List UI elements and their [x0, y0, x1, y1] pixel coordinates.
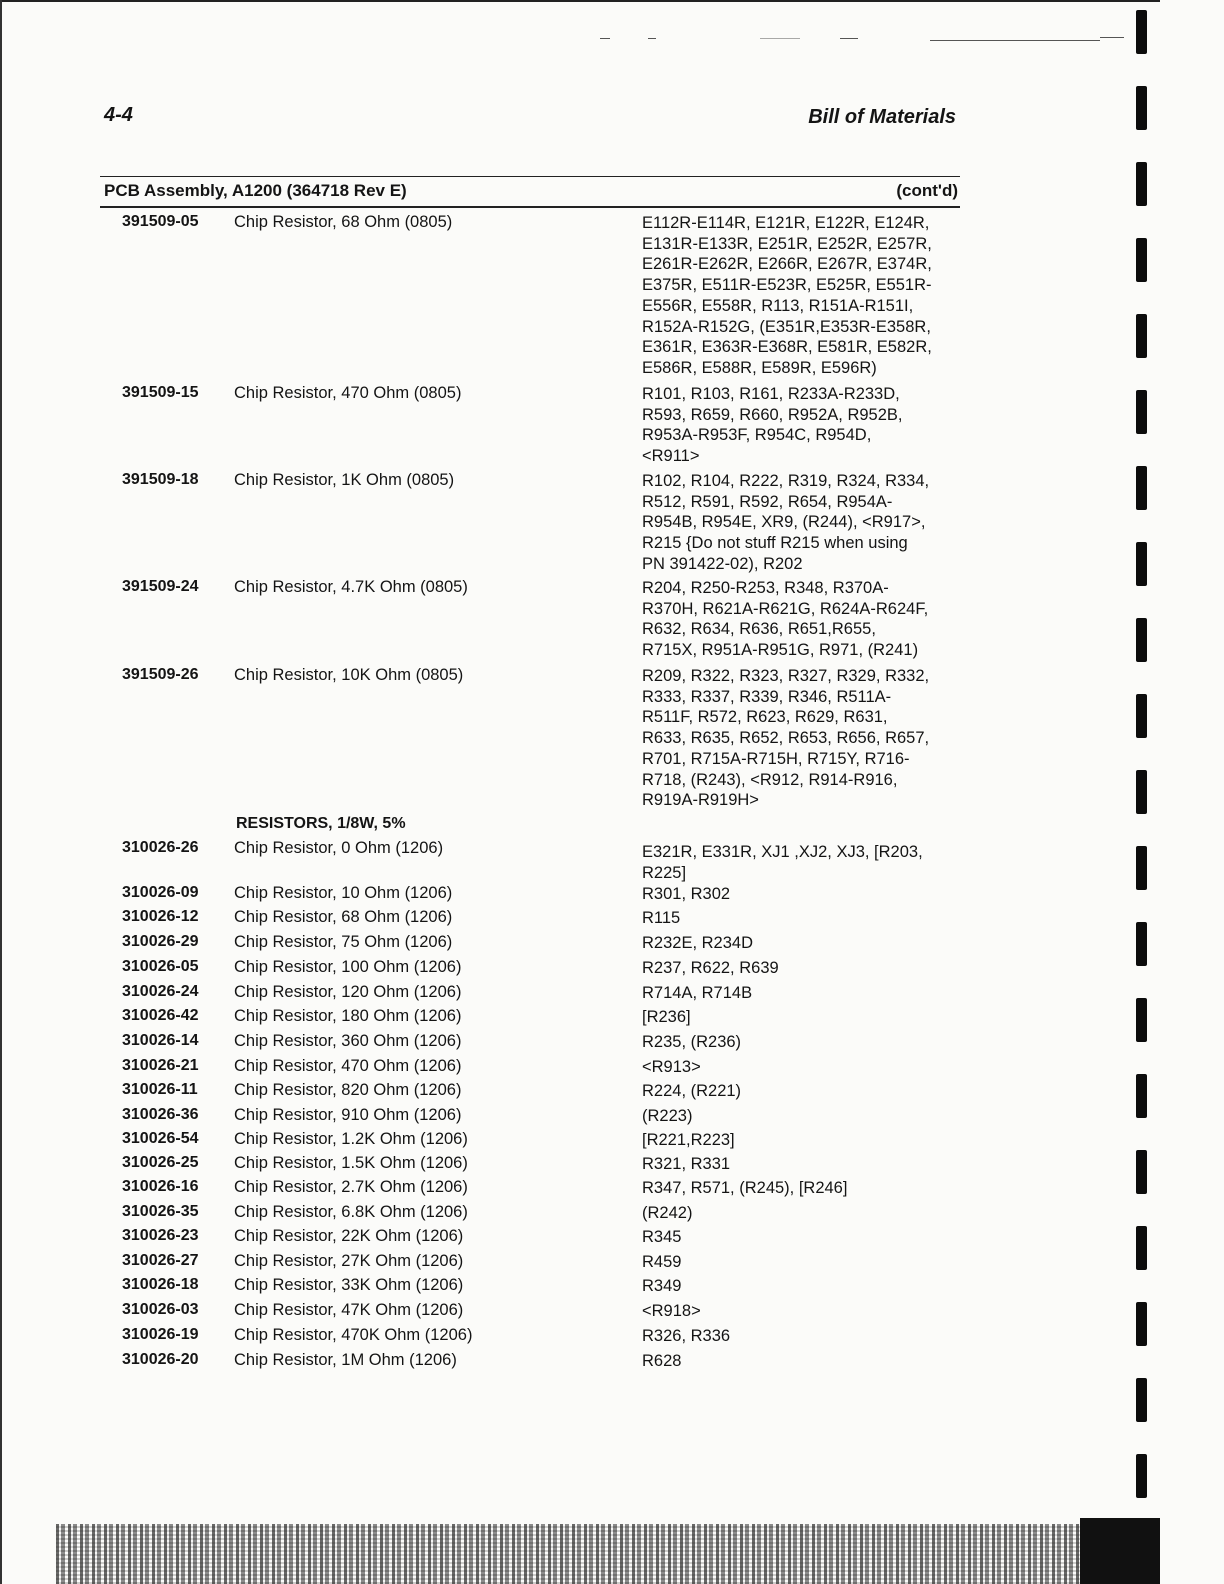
scan-dash — [930, 40, 1100, 41]
subheading-resistors: RESISTORS, 1/8W, 5% — [236, 815, 406, 832]
part-description: Chip Resistor, 10K Ohm (0805) — [234, 666, 464, 684]
part-description: Chip Resistor, 910 Ohm (1206) — [234, 1106, 462, 1124]
scan-dash — [600, 38, 610, 39]
part-description: Chip Resistor, 68 Ohm (1206) — [234, 908, 453, 926]
binder-hole-mark — [1136, 1074, 1147, 1118]
scan-top-edge — [0, 0, 1160, 2]
reference-designators: R204, R250-R253, R348, R370A- R370H, R621A-R621G, R624A-R624F, R632, R634, R636, R651,R655, R715X, R951A-R951G, R971, (R241) — [642, 579, 929, 660]
part-description: Chip Resistor, 120 Ohm (1206) — [234, 983, 462, 1001]
reference-designators: R232E, R234D — [642, 934, 753, 952]
part-number: 310026-19 — [122, 1326, 199, 1343]
page-header-title: Bill of Materials — [808, 106, 956, 128]
reference-designators: R459 — [642, 1253, 682, 1271]
part-number: 310026-05 — [122, 958, 199, 975]
part-number: 310026-09 — [122, 884, 199, 901]
part-number: 310026-23 — [122, 1227, 199, 1244]
reference-designators: R101, R103, R161, R233A-R233D, R593, R659, R660, R952A, R952B, R953A-R953F, R954C, R954D, <R911> — [642, 385, 903, 466]
part-description: Chip Resistor, 47K Ohm (1206) — [234, 1301, 464, 1319]
part-description: Chip Resistor, 360 Ohm (1206) — [234, 1032, 462, 1050]
part-number: 310026-35 — [122, 1203, 199, 1220]
part-number: 310026-25 — [122, 1154, 199, 1171]
part-description: Chip Resistor, 180 Ohm (1206) — [234, 1007, 462, 1025]
part-number: 310026-36 — [122, 1106, 199, 1123]
part-number: 310026-29 — [122, 933, 199, 950]
reference-designators: R235, (R236) — [642, 1033, 742, 1051]
reference-designators: R102, R104, R222, R319, R324, R334, R512, R591, R592, R654, R954A- R954B, R954E, XR9, (R244), <R917>, R215 {Do not stuff R215 when using PN 391422-02), R202 — [642, 472, 930, 573]
part-description: Chip Resistor, 33K Ohm (1206) — [234, 1276, 464, 1294]
reference-designators: R628 — [642, 1352, 682, 1370]
part-number: 391509-15 — [122, 384, 199, 401]
binder-hole-mark — [1136, 1226, 1147, 1270]
reference-designators: R349 — [642, 1277, 682, 1295]
part-number: 310026-20 — [122, 1351, 199, 1368]
reference-designators: R224, (R221) — [642, 1082, 742, 1100]
part-number: 391509-24 — [122, 578, 199, 595]
reference-designators: R209, R322, R323, R327, R329, R332, R333, R337, R339, R346, R511A- R511F, R572, R623, R629, R631, R633, R635, R652, R653, R656, R657, R701, R715A-R715H, R715Y, R716- R718, (R243), <R912, R914-R916, R919A-R919H> — [642, 667, 930, 810]
page-number: 4-4 — [104, 104, 133, 126]
binder-hole-mark — [1136, 922, 1147, 966]
reference-designators: R115 — [642, 909, 681, 927]
part-description: Chip Resistor, 0 Ohm (1206) — [234, 839, 444, 857]
part-description: Chip Resistor, 1.2K Ohm (1206) — [234, 1130, 468, 1148]
part-number: 310026-54 — [122, 1130, 199, 1147]
scan-noise-band — [56, 1524, 1146, 1584]
part-description: Chip Resistor, 470 Ohm (1206) — [234, 1057, 462, 1075]
part-number: 310026-11 — [122, 1081, 198, 1098]
reference-designators: [R236] — [642, 1008, 691, 1026]
part-number: 391509-26 — [122, 666, 199, 683]
reference-designators: [R221,R223] — [642, 1131, 735, 1149]
reference-designators: <R918> — [642, 1302, 701, 1320]
scan-dark-corner — [1080, 1518, 1160, 1584]
scan-dash — [648, 38, 656, 39]
part-number: 310026-24 — [122, 983, 199, 1000]
part-description: Chip Resistor, 1M Ohm (1206) — [234, 1351, 457, 1369]
part-number: 391509-18 — [122, 471, 199, 488]
reference-designators: R301, R302 — [642, 885, 731, 903]
scan-dash — [1100, 37, 1124, 38]
part-description: Chip Resistor, 1K Ohm (0805) — [234, 471, 455, 489]
scan-left-edge — [0, 0, 2, 1584]
part-description: Chip Resistor, 2.7K Ohm (1206) — [234, 1178, 468, 1196]
binder-hole-mark — [1136, 542, 1147, 586]
part-description: Chip Resistor, 100 Ohm (1206) — [234, 958, 462, 976]
part-number: 310026-18 — [122, 1276, 199, 1293]
part-description: Chip Resistor, 75 Ohm (1206) — [234, 933, 453, 951]
binder-hole-mark — [1136, 694, 1147, 738]
binder-hole-mark — [1136, 1150, 1147, 1194]
binder-hole-mark — [1136, 1378, 1147, 1422]
binder-hole-mark — [1136, 846, 1147, 890]
section-title: PCB Assembly, A1200 (364718 Rev E) — [104, 181, 407, 200]
binder-hole-mark — [1136, 466, 1147, 510]
binder-hole-mark — [1136, 770, 1147, 814]
part-number: 310026-26 — [122, 839, 199, 856]
part-description: Chip Resistor, 820 Ohm (1206) — [234, 1081, 462, 1099]
part-number: 310026-12 — [122, 908, 199, 925]
scan-dash — [840, 38, 858, 39]
binder-hole-mark — [1136, 162, 1147, 206]
reference-designators: E112R-E114R, E121R, E122R, E124R, E131R-E133R, E251R, E252R, E257R, E261R-E262R, E266R, E267R, E374R, E375R, E511R-E523R, E525R, E551R- E556R, E558R, R113, R151A-R151I, R152A-R152G, (E351R,E353R-E358R, E361R, E363R-E368R, E581R, E582R, E586R, E588R, E589R, E596R) — [642, 214, 932, 377]
reference-designators: R345 — [642, 1228, 682, 1246]
binder-hole-mark — [1136, 10, 1147, 54]
reference-designators: (R242) — [642, 1204, 693, 1222]
part-number: 310026-42 — [122, 1007, 199, 1024]
binder-hole-mark — [1136, 238, 1147, 282]
part-description: Chip Resistor, 470K Ohm (1206) — [234, 1326, 473, 1344]
reference-designators: R321, R331 — [642, 1155, 731, 1173]
reference-designators: R237, R622, R639 — [642, 959, 779, 977]
binder-hole-mark — [1136, 1454, 1147, 1498]
part-description: Chip Resistor, 4.7K Ohm (0805) — [234, 578, 468, 596]
part-number: 310026-03 — [122, 1301, 199, 1318]
section-header — [100, 176, 960, 208]
reference-designators: R714A, R714B — [642, 984, 753, 1002]
part-description: Chip Resistor, 27K Ohm (1206) — [234, 1252, 464, 1270]
binder-hole-mark — [1136, 618, 1147, 662]
part-description: Chip Resistor, 6.8K Ohm (1206) — [234, 1203, 468, 1221]
reference-designators: R326, R336 — [642, 1327, 731, 1345]
binder-hole-mark — [1136, 998, 1147, 1042]
part-number: 310026-14 — [122, 1032, 199, 1049]
binder-hole-mark — [1136, 314, 1147, 358]
part-description: Chip Resistor, 470 Ohm (0805) — [234, 384, 462, 402]
binder-hole-mark — [1136, 86, 1147, 130]
continued-label: (cont'd) — [896, 181, 958, 200]
part-description: Chip Resistor, 22K Ohm (1206) — [234, 1227, 464, 1245]
reference-designators: E321R, E331R, XJ1 ,XJ2, XJ3, [R203, R225] — [642, 843, 923, 882]
reference-designators: (R223) — [642, 1107, 693, 1125]
scan-dash — [760, 38, 800, 39]
part-description: Chip Resistor, 68 Ohm (0805) — [234, 213, 453, 231]
binder-hole-mark — [1136, 390, 1147, 434]
part-description: Chip Resistor, 10 Ohm (1206) — [234, 884, 453, 902]
part-number: 310026-21 — [122, 1057, 199, 1074]
part-number: 310026-27 — [122, 1252, 199, 1269]
part-number: 310026-16 — [122, 1178, 199, 1195]
binder-hole-mark — [1136, 1302, 1147, 1346]
part-number: 391509-05 — [122, 213, 199, 230]
part-description: Chip Resistor, 1.5K Ohm (1206) — [234, 1154, 468, 1172]
reference-designators: <R913> — [642, 1058, 701, 1076]
reference-designators: R347, R571, (R245), [R246] — [642, 1179, 848, 1197]
